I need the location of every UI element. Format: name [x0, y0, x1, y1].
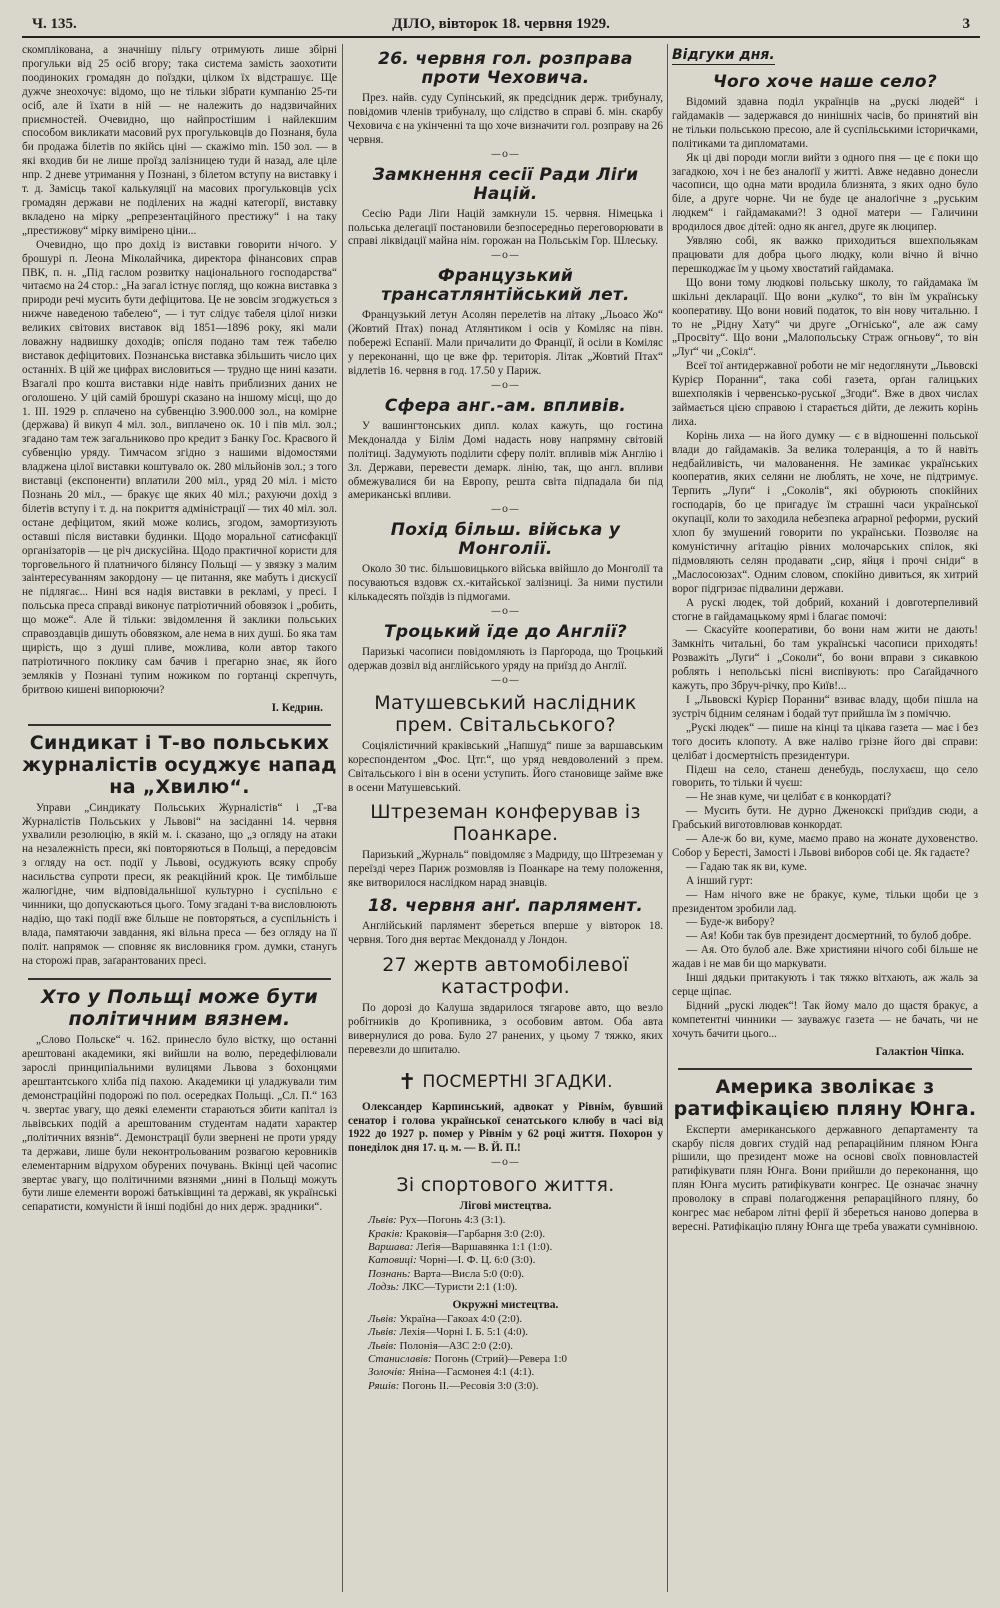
article-paragraph: скомплікована, а значнішу пільгу отримують лише збірні прогульки від 25 осіб вгору; така система замість заохотити поодиноких громадян до поїздки, цілком їх відстрашує. Ще дужче знеохочує: відомо, що не тільки зібрати кумпанію 25-ти осіб, але й їхати в ній — не належить до надзвичайних приємностей. Очевидно, що найпростішим і найлекшим способом викликати масовий рух прогульковців до Познаня, була би продажа білетів по якійсь ціні — скажімо min. 150 зол. — в які входив би не лише проїзд залізницею туди й назад, але ціле нпр. 2 дневе утримання у Познані, з білетом вступу на виставку і т. д. Замісць такої калькуляції на масових прогульковців усіх громадян держави не поділених на жадні категорії, виставку вкладено на мірку „репрезентаційного престижу“ і на таку „престижову“ мірку вимірено ціни... [22, 44, 337, 237]
result-row: Краків: Краковія—Гарбарня 3:0 (2:0). [368, 1227, 546, 1240]
result-row: Львів: Рух—Погонь 4:3 (3:1). [368, 1214, 506, 1227]
article-paragraph: — Скасуйте кооперативи, бо вони нам жити не дають! Замкніть читальні, бо там українські часописи приходять! Розважіть „Луги“ і „Соколи“, бо вони вправи з сикавкою роблять і непольські пісні виспівують: про Саґайдачного кажуть, про Збруч-річку, про Київ!... [672, 624, 978, 693]
column-1 [22, 44, 337, 1599]
result-row: Катовиці: Чорні—І. Ф. Ц. 6:0 (3:0). [368, 1254, 536, 1267]
cross-icon: ✝ [398, 1069, 417, 1095]
section-divider [28, 724, 331, 726]
league-results [368, 1214, 663, 1294]
result-row: Лодзь: ЛКС—Туристи 2:1 (1:0). [368, 1281, 518, 1294]
league-title: Лігові мистецтва. [459, 1200, 552, 1213]
article-paragraph: Відомий здавна поділ українців на „рускі людей“ і гайдамаків — задержався до нинішніх часів, бо принятий він не тільки польською пресою, але й суспільськими історичками, політиками та дипломатами. [672, 96, 978, 150]
dialogue-line: — Ая! Коби так був президент досмертний, то булоб добре. [686, 930, 972, 943]
article-headline: Похід більш. війська у Монголії. [390, 520, 621, 560]
page-number: 3 [962, 16, 970, 32]
result-row: Станиславів: Погонь (Стрий)—Ревера 1:0 [368, 1352, 567, 1365]
district-title: Окружні мистецтва. [452, 1298, 559, 1311]
article-headline: Чого хоче наше село? [713, 72, 937, 92]
article-paragraph: По дорозі до Калуша звдарилося тягарове авто, що везло робітників до Кропивника, з особовим автом. Оба авта вивернулися до рова. Було 27 ранених, у цьому 7 тяжко, яких перевезли до шпиталю. [348, 1002, 663, 1056]
obituary-header [348, 1070, 663, 1095]
article-paragraph: Около 30 тис. більшовицького війська ввійшло до Монголії та посуваються вздовж сх.-китайської залізниці. За ними пустили кількадесять поїздів із підмогами. [348, 563, 663, 604]
column-divider [667, 44, 668, 1592]
article-paragraph: Підеш на село, станеш денебудь, послухаєш, що село говорить, то тільки й чуєш: [672, 763, 978, 790]
result-row: Львів: Полонія—АЗС 2:0 (2:0). [368, 1339, 513, 1352]
page-header [22, 14, 980, 38]
article-paragraph: Уявляю собі, як важко приходиться вшехпольякам працювати для добра цього людку, коли вічно й вічно перешкоджає їм у цьому хвостатий гайдамака. [672, 235, 978, 275]
separator: —o— [490, 674, 521, 686]
column-2 [348, 44, 663, 1599]
separator: —o— [490, 504, 521, 516]
article-paragraph: У вашингтонських дипл. колах кажуть, що гостина Мекдоналда у Білім Домі надасть нову напрямну світовій політиці. Задумують поділити сферу політ. впливів між Англію і Зл. Держави, перевести демарк. лінію, так, що англ. впливи обмежувалися би на Европу, решта світа підпадала би під американські впливи. [348, 419, 663, 502]
separator: —o— [490, 379, 521, 391]
dialogue-line: — Мусить бути. Не дурно Дженокскі приїздив сюди, а Грабський виготовлював конкордат. [672, 805, 978, 832]
result-row: Ряшів: Погонь ІІ.—Ресовія 3:0 (3:0). [368, 1379, 539, 1392]
article-paragraph: Інші дядьки притакують і так тяжко вітхають, аж жаль за серце щіпає. [672, 972, 978, 998]
column-divider [342, 44, 343, 1592]
article-headline: Хто у Польщі може бути політичним вязнем. [41, 986, 318, 1031]
section-divider [28, 978, 331, 980]
article-paragraph: І „Львовскі Курієр Поранни“ взиває владу, щоби пішла на зустріч бідним селянам і бодай тут прийшла їм з поміччю. [672, 693, 978, 720]
article-paragraph: Всеї тої антидержавної роботи не міг недоглянути „Львовскі Курієр Поранни“, така собі газета, орґан галицьких вшехполяків і червенсько-руської „Згоди“. Вже в двох числах займається цією справою і старається дійти, де лежить корінь лиха. [672, 360, 978, 428]
article-paragraph: Управи „Синдикату Польських Журналістів“ і „Т-ва Журналістів Польських у Львові“ на засіданні 14. червня ухвалили резолюцію, в якій м. і. сказано, що „з огляду на атаки на незалежність преси, які повторяються в Польщі, а передовсім з огляду на ост. події у Львові, осуджують всяку спробу насильства супроти преси, як реакційний крок. Це тимбільше жалюгідне, чим відповідальнішої культурно і суспільно є чинники, що допускаються цього. Тому згадані т-ва висловлюють надію, що такі події вже більше не повторяться, а суспільність і влада, памятаючи завдання, які вільна преса — без огляду на її політ. напрямок — сповняє як висловникя гром. думки, станугь на сторожі прав, заґарантованих пресі. [22, 801, 337, 967]
dialogue-line: — Ая. Ото булоб але. Вже християни нічого собі більше не жадав і не мав би що маркувати. [672, 944, 978, 971]
article-headline: Америка зволікає з ратифікацією пляну Юнга. [673, 1075, 977, 1120]
obituary-text: Олександер Карпинський, адвокат у Рівнім, бувший сенатор і голова української сенатського клюбу в часі від 1922 до 1927 р. помер у Рівнім у 62 році життя. Похорон у понеділок дня 17. ц. м. — В. Й. П.! [348, 1100, 663, 1155]
masthead: ДІЛО, вівторок 18. червня 1929. [392, 16, 610, 32]
separator: —o— [490, 606, 521, 618]
article-headline: Матушевський наслідник прем. Світальського? [374, 691, 637, 736]
rubric-title: Відгуки дня. [672, 47, 775, 63]
column-3 [672, 44, 978, 1599]
article-paragraph: Паризькі часописи повідомляють із Парґорода, що Троцький одержав дозвіл від англійського уряду на приїзд до Англії. [348, 646, 663, 672]
article-headline: 26. червня гол. розправа проти Чеховича. [378, 49, 633, 88]
article-headline: Замкнення сесії Ради Ліґи Націй. [372, 164, 639, 204]
article-headline: Сфера анг.-ам. впливів. [384, 395, 627, 416]
article-paragraph: „Слово Польске“ ч. 162. принесло було вістку, що останні арештовані академики, які вийшли на волю, передефілювали зарослі принципіальними вулицями Львова з бохонцями арештантського хліба під пахою. Академики ці уладжували тим демонстраційні подорожі по пол. осередках Польщі. „Сл. П.“ 163 ч. звертає увагу, що деякі елементи стараються збити капітал із львівських подій а арештованим студентам надати характер „політичних вязнів“. Демонстрації були звернені не проти уряду та держави, лише були неконтрольованим розвагою керовників елементарним відрухом обурених почувань. Вкінці цей часопис звертає увагу, що політичними вязнями „нині в Польщі можуть бути лише елементи ворожі батьківщині та державі, як українські сепаратисти, комуністи й інші подібні до них держ. зрадники“. [22, 1034, 337, 1214]
dialogue-line: — Нам нічого вже не бракує, куме, тільки щоби це з президентом зробили лад. [672, 888, 978, 915]
obituary-title: ПОСМЕРТНІ ЗГАДКИ. [422, 1072, 613, 1093]
article-headline: 27 жертв автомобілевої катастрофи. [382, 954, 629, 998]
obituary [348, 1101, 663, 1157]
article-signature: Галактіон Чіпка. [875, 1045, 964, 1058]
result-row: Познань: Варта—Висла 5:0 (0:0). [368, 1267, 525, 1280]
article-headline: Троцький їде до Англії? [383, 622, 628, 643]
article-paragraph: Що вони тому людкові польську школу, то гайдамака їм шкільні декларації. Що вони „кулко“, то він їм українську кооперативу. Що вони новий податок, то він нову читальню. І то не „Рідну Хату“ чи друге „Огнісько“, але аж саму „Просвіту“. Що вони „Малопольську Страж огньову“, то він „Луґ“ чи „Сокіл“. [672, 276, 978, 359]
dialogue-line: А інший гурт: [686, 874, 753, 887]
article-paragraph: Корінь лиха — на його думку — є в відношенні польської влади до гайдамаків. За велика толеранція, а то й навіть недбайливість, чи малованення. Не замикає українських кооператив, яких селяни не люблять, не хоче, не підтримує. Терпить „Луґи“ і „Соколів“, які обурюють спокійних господарів, бо це пригадує їм страшні часи української окупації, коли то заходила небезпека аґрарної реформи, руский хлоп бу змушений говорити по українськи. Позволяє на комуністичну агітацію рівних молочарських спілок, які підмовляють селян продавати „сир, яйця і прочі сніди“ в „Маслосоюзах“. Одним словом, спокійно дивиться, як хитрий ворог підгризає підвалини держави. [672, 429, 978, 595]
article-paragraph: Сесію Ради Ліґи Націй замкнули 15. червня. Німецька і польська делегації постановили безпосередньо переговорювати в справі ліквідації майна нім. горожан на Польськім Гор. Шлеську. [348, 207, 663, 248]
district-results [368, 1313, 663, 1393]
result-row: Львів: Лехія—Чорні І. Б. 5:1 (4:0). [368, 1326, 528, 1339]
result-row: Золочів: Яніна—Гасмонея 4:1 (4:1). [368, 1366, 535, 1379]
result-row: Львів: Україна—Гакоах 4:0 (2:0). [368, 1312, 523, 1325]
dialogue-line: — Гадаю так як ви, куме. [686, 860, 807, 873]
section-divider [678, 1068, 972, 1070]
article-paragraph: Очевидно, що про дохід із виставки говорити нічого. У брошурі п. Леона Міколайчика, директора фінансових справ ПВК, п. н. „Під гаслом розвитку національного господарства“ читаємо на 24 стор.: „На загал істнує погляд, що кожна виставка з природи речі мусить бути дефіцитова. Це не зовсім згоджується з нижче наведеною табелею“, — і тут слідує табеля цілої низки великих світових виставок від 1851—1896 року, які мали ловажну надвишку доходів; опісля подано там теж табелю виставок дефіцитових. Познанська виставка збільшить число цих останніх. В цій же цифрах висловиться — трудно ще нині казати. Взагалі про кошта виставки ніде навіть приблизних даних не оголошено. У цій самій брошурі сказано на іншому місці, що до 1. ІІІ. 1929 р. сплачено на субвенцію 3.900.000 зол., на комірне (держава) й викуп 4 міл. зол., виплачено ок. 10 і пів міл. зол.; згадано там теж загальниково про кредит з Банку Гос. Красвого й субвенцію уряду. Тимчасом згідно з нашими відомостями владжена цілої виставки коштувало ок. 280 мільйонів зол.; з того виставці (експоненти) вплатили 200 міл., уряд 20 міл. і місто Познань 20 міл., — бракує ще яких 40 міл.; рахуючи дохід з білетів вступу і т. д. на покриття адміністрації — тих 40 міл. зол. остане дефіцитом, який може колись, згодом, замортизують оставші після виставки будинки. Щодо моральної сатисфакції організаторів — це річ дискусійна. Щодо практичної користи для торговельного й платничого білянсу Польщі — у звязку з малим заінтересуванням закордону — це питання, яке мабуть і дискусії не підлягає... Нині вся надія виставки в рекламі, у пресі. І польська преса справді виконує патріотичний обовязок і „робить, що може“. Але й тільки: звідомлення й заклики польських справоздавців дишуть обовязком, але нема в них душі. Бо яка там щирість, що з душі пливе, можлива, коли автор такого патріотичного поклику сам бачив і прегарно знає, як його земляків у Познані тупим ножиком по гортанці скрепчуть, бритвою кишені випорюючи? [22, 238, 337, 696]
article-paragraph: Англійський парлямент збереться вперше у вівторок 18. червня. Того дня вертає Мекдоналд у Лондон. [348, 920, 663, 947]
article-paragraph: През. найв. суду Супінський, як предсідник держ. трибуналу, повідомив членів трибуналу, що слідство в справі б. мін. скарбу Чеховича є на укінченні та що хоче визначити гол. розправу на 26 червня. [348, 92, 663, 146]
article-headline: Синдикат і Т-во польських журналістів осуджує напад на „Хвилю“. [22, 731, 337, 798]
separator: —o— [490, 1157, 521, 1169]
article-paragraph: Експерти американського державного департаменту та скарбу після довгих студій над репараційним пляном Юнга рішили, що президент може на основі своїх повновластей ратифікувати плян Юнга. Вони прийшли до переконання, що плян Юнга мусить ратифікувати конгрес. Це означає значну проволоку в справі полагодження репараційного пляну, бо конгрес має небаром літні ферії й збереться наново доперва в вересні. Ратифікацію пляну Юнга ще треба уважати сумнівною. [672, 1123, 978, 1233]
article-paragraph: Бідний „рускі людек“! Так йому мало до щастя бракує, а компетентні чинники — зауважує газета — не бачать, чи не хочуть бачити цього... [672, 999, 978, 1040]
article-paragraph: Як ці дві породи могли вийти з одного пня — це є поки що загадкою, хоч і не без аналоґії у житті. Авже недавно донесли часописи, що одна мати вродила близнята, з яких одно було біле, а друге чорне. Чи не буде це аналоґічне з „руським людкем“ і гайдамаками?! З одної матери — Галичини вродилося двоє дітей: одно як ангел, друге як люципер. [672, 151, 978, 234]
article-headline: 18. червня анґ. парлямент. [367, 896, 644, 917]
article-headline: Французький трансатлянтійський лет. [381, 266, 630, 306]
article-headline: Штреземан конферував із Поанкаре. [370, 801, 641, 846]
article-signature: І. Кедрин. [271, 701, 323, 714]
article-paragraph: „Рускі людек“ — пише на кінці та цікава газета — має і без того досить клопоту. А вже наліво грізне його дві справи: целібат і досмертність президентури. [672, 721, 978, 762]
article-paragraph: Паризький „Журналь“ повідомляє з Мадриду, що Штреземан у переїзді через Париж розмовляв із Поанкаре на тему положення, яке витворилося наслідком нарад знавців. [348, 849, 663, 890]
article-paragraph: Соціялістичний краківський „Напшуд“ пише за варшавським кореспондентом „Фос. Цтг.“, що уряд невдоволений з прем. Світальського і він в осени уступить. Його становище займе вже в осени Матушевський. [348, 739, 663, 794]
separator: —o— [490, 148, 521, 160]
article-paragraph: А рускі людек, той добрий, коханий і довготерпеливий стогне в гайдамацькому ярмі і благає помочі: [672, 596, 978, 623]
dialogue-line: — Буде-ж вибору? [686, 916, 775, 929]
sport-headline: Зі спортового життя. [396, 1174, 615, 1197]
dialogue-line: — Не знав куме, чи целібат є в конкордаті? [686, 791, 892, 804]
result-row: Варшава: Леґія—Варшавянка 1:1 (1:0). [368, 1241, 553, 1254]
issue-number: Ч. 135. [32, 16, 77, 32]
article-paragraph: Французький летун Асолян перелетів на літаку „Льоасо Жо“ (Жовтий Птах) понад Атлянтиком і осів у Коміляс на півн. побережі Еспанії. Мали причалити до Франції, й осіли в Коміляс у переконанні, що це вже фр. територія. Літак „Жовтий Птах“ відлетів 16. червня в год. 17.50 у Париж. [348, 309, 663, 377]
separator: —o— [490, 250, 521, 262]
dialogue-line: — Але-ж бо ви, куме, маємо право на жонате духовенство. Собор у Бересті, Замості і Львові виборов собі це. Як гадаєте? [672, 833, 978, 859]
